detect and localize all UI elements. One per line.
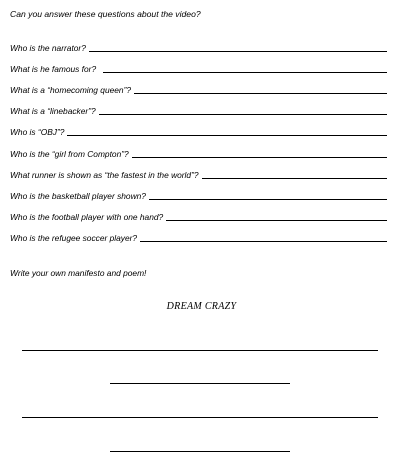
question-row [10,102,387,116]
question-row [10,81,387,95]
answer-line[interactable] [89,51,387,52]
question-text: Who is the football player with one hand? [10,212,164,222]
answer-line[interactable] [132,157,387,158]
question-text: Who is the narrator? [10,43,86,53]
question-row [10,229,387,243]
poem-line[interactable] [110,451,290,452]
answer-line[interactable] [166,220,387,221]
question-row [10,208,387,222]
question-text: What runner is shown as “the fastest in the world”? [10,170,199,180]
poem-title: DREAM CRAZY [166,301,237,312]
answer-line[interactable] [149,199,387,200]
question-text: Who is the refugee soccer player? [10,233,138,243]
question-row [10,187,387,201]
question-row [10,123,387,137]
answer-line[interactable] [202,178,387,179]
question-text: What is a “linebacker”? [10,106,96,116]
question-text: Who is the “girl from Compton”? [10,149,129,159]
manifesto-prompt: Write your own manifesto and poem! [10,268,147,278]
poem-line[interactable] [22,417,378,418]
question-text: What is he famous for? [10,64,97,74]
question-row [10,39,387,53]
intro-heading: Can you answer these questions about the video? [10,9,201,19]
question-row [10,145,387,159]
answer-line[interactable] [67,135,387,136]
poem-line[interactable] [22,350,378,351]
question-text: What is a “homecoming queen”? [10,85,132,95]
question-row [10,166,387,180]
question-text: Who is the basketball player shown? [10,191,146,201]
question-text: Who is “OBJ”? [10,127,65,137]
poem-line[interactable] [110,383,290,384]
question-row [10,60,387,74]
answer-line[interactable] [134,93,387,94]
answer-line[interactable] [103,72,387,73]
answer-line[interactable] [140,241,387,242]
answer-line[interactable] [99,114,387,115]
